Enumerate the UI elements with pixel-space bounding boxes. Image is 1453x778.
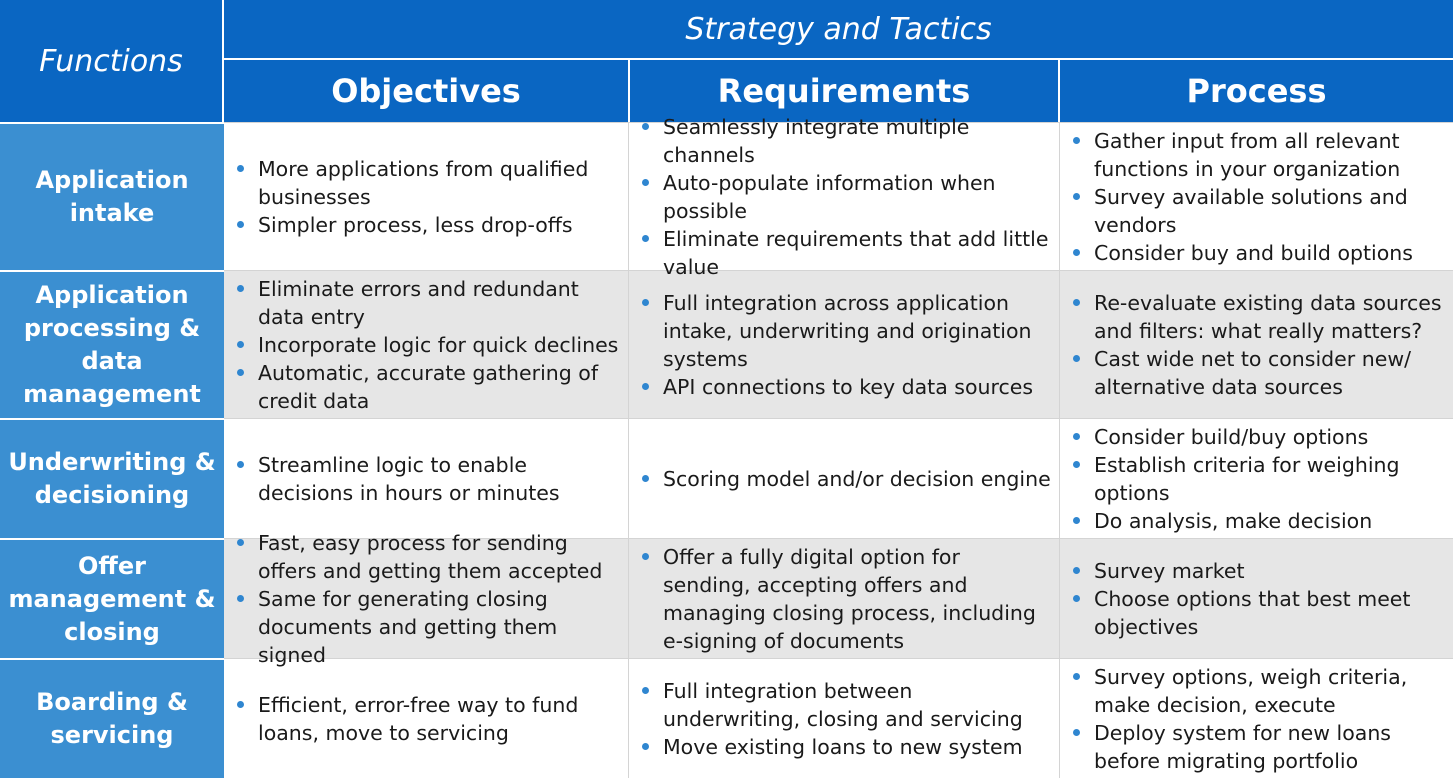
requirements-header: Requirements [628, 60, 1060, 122]
list-item: Survey options, weigh criteria, make decision, execute [1070, 663, 1447, 719]
process-cell [1060, 658, 1453, 778]
list-item: Same for generating closing documents and getting them signed [234, 585, 622, 669]
objectives-header: Objectives [224, 60, 628, 122]
objectives-cell [224, 270, 628, 418]
list-item: Gather input from all relevant functions in your organization [1070, 127, 1447, 183]
strategy-header: Strategy and Tactics [224, 0, 1453, 60]
list-item: Do analysis, make decision [1070, 507, 1447, 535]
objectives-cell [224, 658, 628, 778]
process-cell [1060, 418, 1453, 538]
requirements-cell [628, 114, 1060, 279]
list-item: Eliminate errors and redundant data entry [234, 275, 622, 331]
list-item: More applications from qualified businesses [234, 155, 622, 211]
list-item: Incorporate logic for quick declines [234, 331, 622, 359]
process-cell [1060, 122, 1453, 270]
process-cell [1060, 538, 1453, 658]
list-item: Choose options that best meet objectives [1070, 585, 1447, 641]
list-item: Scoring model and/or decision engine [639, 465, 1051, 493]
function-application-processing: Application processing & data management [0, 270, 224, 418]
process-header: Process [1060, 60, 1453, 122]
list-item: Simpler process, less drop-offs [234, 211, 622, 239]
objectives-cell [224, 530, 628, 667]
list-item: Consider buy and build options [1070, 239, 1447, 267]
objectives-cell [224, 418, 628, 538]
requirements-cell [628, 270, 1060, 418]
function-underwriting: Underwriting & decisioning [0, 418, 224, 538]
list-item: Full integration between underwriting, closing and servicing [639, 677, 1053, 733]
list-item: Offer a fully digital option for sending, accepting offers and managing closing process, including e-signing of documents [639, 543, 1053, 655]
function-application-intake: Application intake [0, 122, 224, 270]
requirements-cell [628, 418, 1060, 538]
list-item: Deploy system for new loans before migrating portfolio [1070, 719, 1447, 775]
list-item: Consider build/buy options [1070, 423, 1447, 451]
list-item: Eliminate requirements that add little value [639, 225, 1053, 281]
list-item: Survey market [1070, 557, 1447, 585]
functions-header: Functions [0, 0, 224, 122]
list-item: Efficient, error-free way to fund loans, move to servicing [234, 691, 622, 747]
list-item: Seamlessly integrate multiple channels [639, 113, 1053, 169]
list-item: Streamline logic to enable decisions in hours or minutes [234, 451, 622, 507]
list-item: API connections to key data sources [639, 373, 1053, 401]
list-item: Move existing loans to new system [639, 733, 1053, 761]
function-offer-management: Offer management & closing [0, 538, 224, 658]
objectives-cell [224, 122, 628, 270]
list-item: Re-evaluate existing data sources and filters: what really matters? [1070, 289, 1447, 345]
requirements-cell [628, 538, 1060, 658]
list-item: Cast wide net to consider new/ alternative data sources [1070, 345, 1447, 401]
list-item: Survey available solutions and vendors [1070, 183, 1447, 239]
process-cell [1060, 270, 1453, 418]
list-item: Fast, easy process for sending offers and getting them accepted [234, 529, 622, 585]
function-boarding-servicing: Boarding & servicing [0, 658, 224, 778]
requirements-cell [628, 658, 1060, 778]
list-item: Auto-populate information when possible [639, 169, 1053, 225]
list-item: Automatic, accurate gathering of credit data [234, 359, 622, 415]
list-item: Full integration across application intake, underwriting and origination systems [639, 289, 1053, 373]
list-item: Establish criteria for weighing options [1070, 451, 1447, 507]
